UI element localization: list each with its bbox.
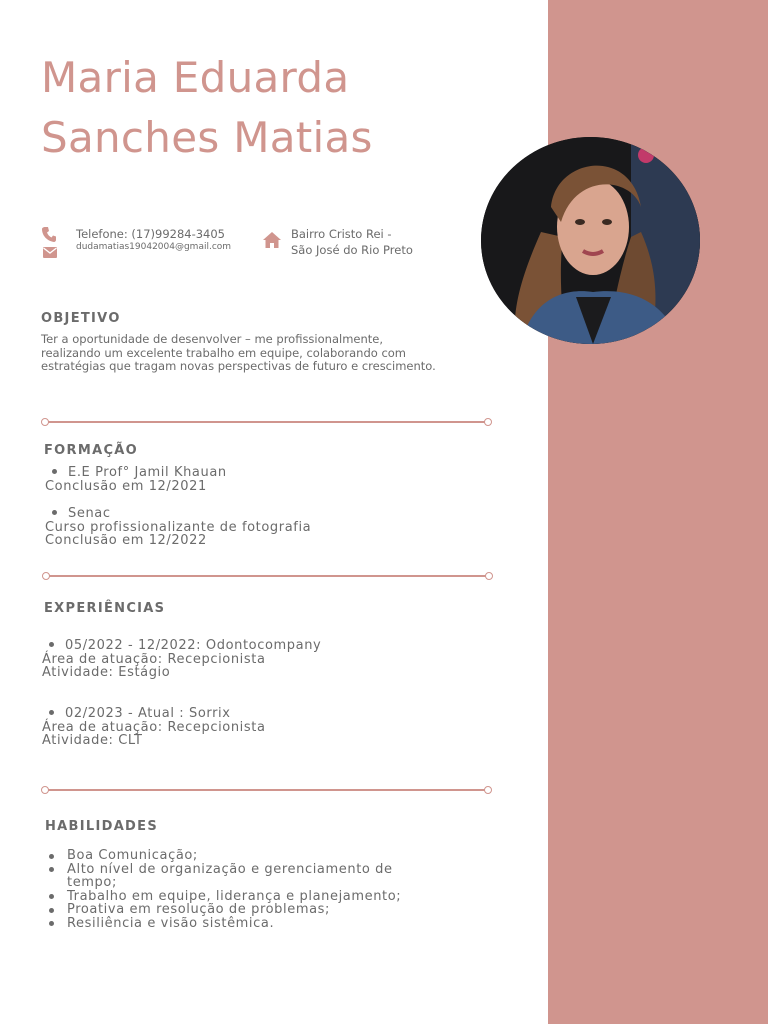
experiencia-item-name: 05/2022 - 12/2022: Odontocompany	[65, 638, 322, 653]
candidate-name-line1: Maria Eduarda	[41, 53, 350, 102]
address-line1: Bairro Cristo Rei -	[291, 227, 392, 241]
objetivo-text: Ter a oportunidade de desenvolver – me profissionalmente, realizando um excelente trabalho em equipe, colaborando com estratégias que tragam novas perspectivas de futuro e crescimento.	[41, 332, 436, 373]
profile-photo	[481, 137, 700, 344]
phone-icon	[42, 226, 56, 242]
formacao-item-name: Senac	[68, 506, 111, 521]
candidate-name	[41, 48, 373, 168]
experiencia-item-line: Área de atuação: Recepcionista	[42, 651, 266, 667]
experiencia-item-line: Atividade: CLT	[42, 733, 143, 748]
formacao-title: FORMAÇÃO	[44, 443, 138, 458]
experiencias-title: EXPERIÊNCIAS	[44, 601, 166, 616]
formacao-item	[45, 507, 311, 548]
divider	[41, 785, 492, 795]
experiencia-item-name: 02/2023 - Atual : Sorrix	[65, 706, 231, 721]
formacao-item	[45, 466, 227, 493]
experiencia-item-line: Área de atuação: Recepcionista	[42, 719, 266, 735]
experiencia-item	[42, 639, 321, 680]
experiencia-item	[42, 707, 266, 748]
divider	[41, 417, 492, 427]
formacao-item-name: E.E Prof° Jamil Khauan	[68, 465, 227, 480]
email-text: dudamatias19042004@gmail.com	[76, 242, 232, 252]
habilidade-item: Proativa em resolução de problemas;	[47, 903, 447, 917]
phone-text: Telefone: (17)99284-3405	[76, 227, 226, 241]
objetivo-title: OBJETIVO	[41, 311, 121, 326]
experiencia-item-line: Atividade: Estágio	[42, 665, 171, 680]
formacao-item-line: Conclusão em 12/2022	[45, 533, 207, 548]
habilidade-item: Resiliência e visão sistêmica.	[47, 917, 447, 931]
habilidade-item: Alto nível de organização e gerenciamento de tempo;	[47, 863, 447, 890]
divider	[42, 571, 493, 581]
habilidades-list	[47, 849, 447, 930]
mail-icon	[43, 247, 57, 258]
habilidades-title: HABILIDADES	[45, 819, 158, 834]
habilidade-item: Trabalho em equipe, liderança e planejamento;	[47, 890, 447, 904]
candidate-name-line2: Sanches Matias	[41, 113, 373, 162]
habilidade-item: Boa Comunicação;	[47, 849, 447, 863]
formacao-item-line: Curso profissionalizante de fotografia	[45, 519, 312, 535]
home-icon	[263, 232, 281, 248]
formacao-item-line: Conclusão em 12/2021	[45, 478, 207, 494]
address-line2: São José do Rio Preto	[291, 243, 413, 257]
